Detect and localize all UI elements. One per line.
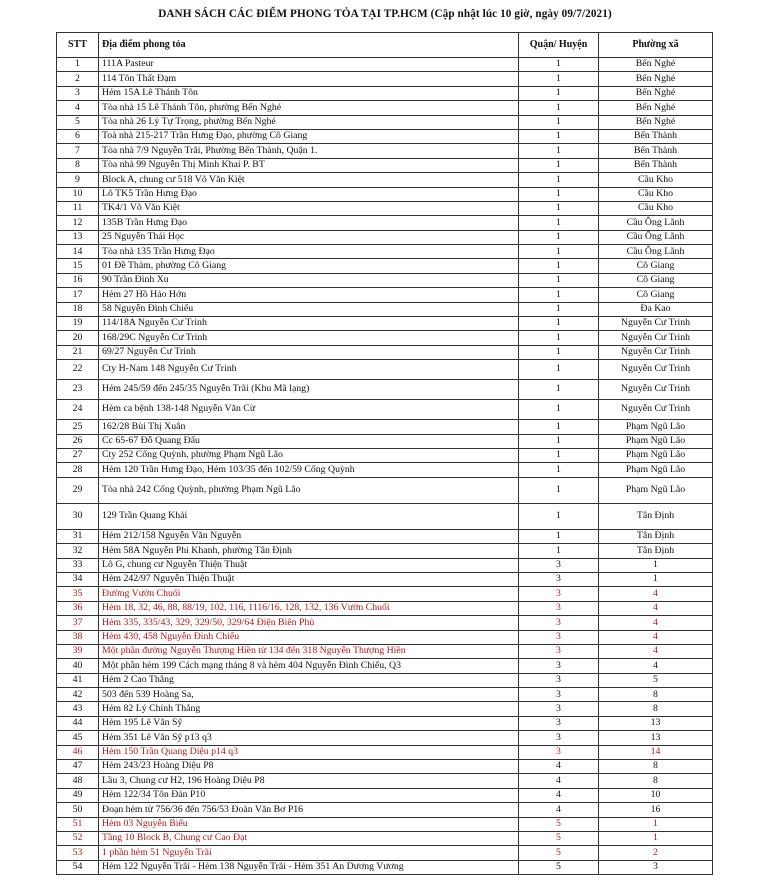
stt-cell: 35 [57,587,99,601]
stt-cell: 24 [57,400,99,420]
stt-cell: 7 [57,144,99,158]
location-cell: 135B Trần Hưng Đạo [99,216,519,230]
district-cell: 1 [519,380,599,400]
location-cell: Hẻm 430, 458 Nguyễn Đình Chiểu [99,630,519,644]
district-cell: 1 [519,101,599,115]
location-cell: TK4/1 Võ Văn Kiệt [99,201,519,215]
ward-cell: Bến Thành [599,158,713,172]
district-cell: 3 [519,644,599,658]
district-cell: 3 [519,601,599,615]
district-cell: 1 [519,345,599,359]
ward-cell: 2 [599,846,713,860]
table-row [57,831,713,845]
table-row [57,101,713,115]
stt-cell: 34 [57,572,99,586]
ward-cell: Bến Thành [599,129,713,143]
ward-cell: Nguyễn Cư Trinh [599,360,713,380]
stt-cell: 38 [57,630,99,644]
table-row [57,173,713,187]
district-cell: 3 [519,731,599,745]
district-cell: 1 [519,86,599,100]
header-district: Quận/ Huyện [519,33,599,58]
district-cell: 3 [519,616,599,630]
table-row [57,659,713,673]
header-stt: STT [57,33,99,58]
ward-cell: Bến Nghé [599,72,713,86]
location-cell: Hẻm 150 Trần Quang Diệu p14 q3 [99,745,519,759]
stt-cell: 25 [57,420,99,434]
ward-cell: Cô Giang [599,288,713,302]
district-cell: 1 [519,58,599,72]
ward-cell: 1 [599,572,713,586]
location-cell: Hẻm 03 Nguyễn Biểu [99,817,519,831]
location-cell: Một phần hẻm 199 Cách mạng tháng 8 và hẻm 404 Nguyễn Đình Chiểu, Q3 [99,659,519,673]
location-cell: Hẻm 2 Cao Thắng [99,673,519,687]
location-cell: Lô G, chung cư Nguyễn Thiện Thuật [99,558,519,572]
location-cell: 162/28 Bùi Thị Xuân [99,420,519,434]
district-cell: 5 [519,860,599,874]
district-cell: 4 [519,774,599,788]
ward-cell: 14 [599,745,713,759]
table-row [57,302,713,316]
location-cell: Hẻm 242/97 Nguyễn Thiện Thuật [99,572,519,586]
table-row [57,216,713,230]
location-cell: 69/27 Nguyễn Cư Trinh [99,345,519,359]
stt-cell: 29 [57,477,99,503]
ward-cell: 4 [599,659,713,673]
document-title: DANH SÁCH CÁC ĐIỂM PHONG TỎA TẠI TP.HCM (Cập nhật lúc 10 giờ, ngày 09/7/2021) [158,8,612,20]
table-row [57,760,713,774]
location-cell: Hẻm 245/59 đến 245/35 Nguyễn Trãi (Khu Mã lạng) [99,380,519,400]
stt-cell: 53 [57,846,99,860]
location-cell: Hẻm 18, 32, 46, 88, 88/19, 102, 116, 1116/16, 128, 132, 136 Vườn Chuối [99,601,519,615]
stt-cell: 10 [57,187,99,201]
district-cell: 3 [519,659,599,673]
table-row [57,72,713,86]
location-cell: 129 Trần Quang Khải [99,503,519,529]
district-cell: 1 [519,72,599,86]
district-cell: 5 [519,831,599,845]
table-row [57,477,713,503]
ward-cell: 3 [599,860,713,874]
location-cell: Hẻm 27 Hồ Hảo Hớn [99,288,519,302]
ward-cell: Tân Định [599,529,713,543]
table-row [57,273,713,287]
stt-cell: 47 [57,760,99,774]
ward-cell: Cầu Kho [599,173,713,187]
district-cell: 1 [519,259,599,273]
stt-cell: 18 [57,302,99,316]
district-cell: 5 [519,846,599,860]
stt-cell: 6 [57,129,99,143]
ward-cell: 13 [599,731,713,745]
table-row [57,644,713,658]
stt-cell: 28 [57,463,99,477]
ward-cell: Nguyễn Cư Trinh [599,400,713,420]
ward-cell: Đa Kao [599,302,713,316]
ward-cell: 8 [599,688,713,702]
stt-cell: 42 [57,688,99,702]
table-row [57,448,713,462]
location-cell: Tòa nhà 15 Lê Thánh Tôn, phường Bến Nghé [99,101,519,115]
table-row [57,688,713,702]
ward-cell: Bến Thành [599,144,713,158]
table-row [57,230,713,244]
table-row [57,702,713,716]
stt-cell: 51 [57,817,99,831]
district-cell: 1 [519,158,599,172]
ward-cell: 4 [599,630,713,644]
ward-cell: 4 [599,616,713,630]
table-row [57,616,713,630]
district-cell: 4 [519,803,599,817]
table-row [57,187,713,201]
district-cell: 1 [519,201,599,215]
stt-cell: 5 [57,115,99,129]
location-cell: 168/29C Nguyễn Cư Trinh [99,331,519,345]
ward-cell: 16 [599,803,713,817]
ward-cell: Cô Giang [599,259,713,273]
stt-cell: 27 [57,448,99,462]
stt-cell: 14 [57,245,99,259]
table-row [57,245,713,259]
district-cell: 1 [519,230,599,244]
district-cell: 1 [519,115,599,129]
district-cell: 1 [519,317,599,331]
stt-cell: 54 [57,860,99,874]
stt-cell: 49 [57,788,99,802]
stt-cell: 2 [57,72,99,86]
ward-cell: 4 [599,601,713,615]
table-row [57,380,713,400]
district-cell: 1 [519,400,599,420]
district-cell: 1 [519,288,599,302]
table-row [57,115,713,129]
stt-cell: 48 [57,774,99,788]
district-cell: 3 [519,673,599,687]
stt-cell: 52 [57,831,99,845]
ward-cell: Bến Nghé [599,101,713,115]
location-cell: 114/18A Nguyễn Cư Trinh [99,317,519,331]
district-cell: 1 [519,216,599,230]
table-row [57,803,713,817]
ward-cell: Nguyễn Cư Trinh [599,317,713,331]
stt-cell: 17 [57,288,99,302]
table-row [57,716,713,730]
table-row [57,288,713,302]
ward-cell: 5 [599,673,713,687]
table-row [57,463,713,477]
district-cell: 4 [519,760,599,774]
location-cell: Tầng 10 Block B, Chung cư Cao Đạt [99,831,519,845]
ward-cell: Cầu Ông Lãnh [599,245,713,259]
ward-cell: 1 [599,558,713,572]
ward-cell: Phạm Ngũ Lão [599,477,713,503]
location-cell: Lầu 3, Chung cư H2, 196 Hoàng Diệu P8 [99,774,519,788]
ward-cell: Bến Nghé [599,86,713,100]
ward-cell: 8 [599,760,713,774]
stt-cell: 22 [57,360,99,380]
stt-cell: 39 [57,644,99,658]
table-row [57,544,713,558]
stt-cell: 41 [57,673,99,687]
ward-cell: Tân Định [599,544,713,558]
stt-cell: 15 [57,259,99,273]
location-cell: Tòa nhà 135 Trần Hưng Đạo [99,245,519,259]
location-cell: Toà nhà 215-217 Trần Hưng Đạo, phường Cô Giang [99,129,519,143]
location-cell: 01 Đề Thám, phường Cô Giang [99,259,519,273]
location-cell: Một phần đường Nguyễn Thượng Hiền từ 134 đến 318 Nguyễn Thượng Hiền [99,644,519,658]
location-cell: Hẻm ca bệnh 138-148 Nguyễn Văn Cừ [99,400,519,420]
table-row [57,86,713,100]
stt-cell: 1 [57,58,99,72]
ward-cell: 8 [599,774,713,788]
header-ward: Phường xã [599,33,713,58]
district-cell: 1 [519,434,599,448]
stt-cell: 12 [57,216,99,230]
district-cell: 1 [519,477,599,503]
table-row [57,774,713,788]
ward-cell: 4 [599,644,713,658]
lockdown-table [56,32,713,875]
location-cell: Hẻm 243/23 Hoàng Diệu P8 [99,760,519,774]
ward-cell: Phạm Ngũ Lão [599,420,713,434]
location-cell: Hẻm 351 Lê Văn Sỹ p13 q3 [99,731,519,745]
location-cell: Đoạn hẻm từ 756/36 đến 756/53 Đoàn Văn Bơ P16 [99,803,519,817]
table-row [57,129,713,143]
district-cell: 1 [519,129,599,143]
header-row [57,33,713,58]
location-cell: Hẻm 15A Lê Thánh Tôn [99,86,519,100]
ward-cell: Nguyễn Cư Trinh [599,380,713,400]
stt-cell: 3 [57,86,99,100]
table-row [57,745,713,759]
table-row [57,434,713,448]
district-cell: 3 [519,558,599,572]
stt-cell: 8 [57,158,99,172]
location-cell: 114 Tôn Thất Đạm [99,72,519,86]
district-cell: 1 [519,173,599,187]
stt-cell: 36 [57,601,99,615]
stt-cell: 23 [57,380,99,400]
district-cell: 3 [519,702,599,716]
ward-cell: 1 [599,831,713,845]
location-cell: Hẻm 212/158 Nguyễn Văn Nguyễn [99,529,519,543]
location-cell: Hẻm 122 Nguyễn Trãi - Hẻm 138 Nguyễn Trãi - Hẻm 351 An Dương Vương [99,860,519,874]
ward-cell: Phạm Ngũ Lão [599,463,713,477]
district-cell: 3 [519,572,599,586]
location-cell: Hẻm 120 Trần Hưng Đạo, Hẻm 103/35 đến 102/59 Cống Quỳnh [99,463,519,477]
ward-cell: 10 [599,788,713,802]
ward-cell: Bến Nghé [599,58,713,72]
table-row [57,860,713,874]
stt-cell: 43 [57,702,99,716]
district-cell: 1 [519,245,599,259]
table-row [57,817,713,831]
table-row [57,630,713,644]
district-cell: 3 [519,745,599,759]
table-row [57,731,713,745]
table-row [57,788,713,802]
location-cell: 58 Nguyễn Đình Chiểu [99,302,519,316]
ward-cell: 1 [599,817,713,831]
stt-cell: 26 [57,434,99,448]
stt-cell: 21 [57,345,99,359]
ward-cell: Phạm Ngũ Lão [599,448,713,462]
table-row [57,360,713,380]
district-cell: 1 [519,448,599,462]
table-row [57,158,713,172]
table-body [57,58,713,875]
district-cell: 1 [519,463,599,477]
table-row [57,58,713,72]
district-cell: 1 [519,360,599,380]
district-cell: 1 [519,544,599,558]
table-row [57,846,713,860]
stt-cell: 46 [57,745,99,759]
ward-cell: 13 [599,716,713,730]
location-cell: Cty 252 Cống Quỳnh, phường Phạm Ngũ Lão [99,448,519,462]
stt-cell: 20 [57,331,99,345]
stt-cell: 11 [57,201,99,215]
ward-cell: Cầu Kho [599,201,713,215]
location-cell: Hẻm 122/34 Tôn Đản P10 [99,788,519,802]
table-row [57,201,713,215]
location-cell: Block A, chung cư 518 Võ Văn Kiệt [99,173,519,187]
stt-cell: 30 [57,503,99,529]
table-row [57,420,713,434]
district-cell: 3 [519,688,599,702]
district-cell: 1 [519,529,599,543]
location-cell: Hẻm 58A Nguyễn Phi Khanh, phường Tân Định [99,544,519,558]
district-cell: 3 [519,716,599,730]
header-location: Địa điểm phong tỏa [99,33,519,58]
stt-cell: 45 [57,731,99,745]
location-cell: Cc 65-67 Đỗ Quang Đẩu [99,434,519,448]
table-row [57,601,713,615]
stt-cell: 33 [57,558,99,572]
stt-cell: 44 [57,716,99,730]
stt-cell: 40 [57,659,99,673]
table-row [57,259,713,273]
district-cell: 5 [519,817,599,831]
location-cell: 503 đến 539 Hoàng Sa, [99,688,519,702]
district-cell: 1 [519,273,599,287]
stt-cell: 37 [57,616,99,630]
table-row [57,144,713,158]
location-cell: Hẻm 82 Lý Chính Thắng [99,702,519,716]
ward-cell: Phạm Ngũ Lão [599,434,713,448]
district-cell: 1 [519,144,599,158]
location-cell: 90 Trần Đình Xu [99,273,519,287]
stt-cell: 9 [57,173,99,187]
ward-cell: Nguyễn Cư Trinh [599,331,713,345]
district-cell: 1 [519,187,599,201]
table-row [57,345,713,359]
table-row [57,503,713,529]
stt-cell: 16 [57,273,99,287]
location-cell: Đường Vườn Chuối [99,587,519,601]
location-cell: 25 Nguyễn Thái Học [99,230,519,244]
table-row [57,331,713,345]
location-cell: Cty H-Nam 148 Nguyễn Cư Trinh [99,360,519,380]
district-cell: 4 [519,788,599,802]
table-row [57,558,713,572]
location-cell: Tòa nhà 7/9 Nguyễn Trãi, Phường Bến Thành, Quận 1. [99,144,519,158]
table-row [57,317,713,331]
location-cell: Tòa nhà 26 Lý Tự Trọng, phường Bến Nghé [99,115,519,129]
district-cell: 3 [519,630,599,644]
ward-cell: Bến Nghé [599,115,713,129]
stt-cell: 31 [57,529,99,543]
district-cell: 1 [519,302,599,316]
stt-cell: 32 [57,544,99,558]
location-cell: Tòa nhà 99 Nguyễn Thị Minh Khai P. BT [99,158,519,172]
district-cell: 1 [519,331,599,345]
table-row [57,529,713,543]
table-row [57,400,713,420]
location-cell: Lô TK5 Trần Hưng Đạo [99,187,519,201]
ward-cell: Cô Giang [599,273,713,287]
ward-cell: Tân Định [599,503,713,529]
table-row [57,572,713,586]
district-cell: 1 [519,503,599,529]
ward-cell: Cầu Kho [599,187,713,201]
stt-cell: 4 [57,101,99,115]
location-cell: Tòa nhà 242 Cống Quỳnh, phường Phạm Ngũ Lão [99,477,519,503]
district-cell: 1 [519,420,599,434]
stt-cell: 50 [57,803,99,817]
ward-cell: 4 [599,587,713,601]
district-cell: 3 [519,587,599,601]
stt-cell: 13 [57,230,99,244]
ward-cell: Nguyễn Cư Trinh [599,345,713,359]
table-row [57,673,713,687]
ward-cell: Cầu Ông Lãnh [599,230,713,244]
table-row [57,587,713,601]
ward-cell: Cầu Ông Lãnh [599,216,713,230]
stt-cell: 19 [57,317,99,331]
ward-cell: 8 [599,702,713,716]
location-cell: Hẻm 195 Lê Văn Sỹ [99,716,519,730]
location-cell: 1 phần hẻm 51 Nguyễn Trãi [99,846,519,860]
location-cell: 111A Pasteur [99,58,519,72]
location-cell: Hẻm 335, 335/43, 329, 329/50, 329/64 Điện Biên Phủ [99,616,519,630]
